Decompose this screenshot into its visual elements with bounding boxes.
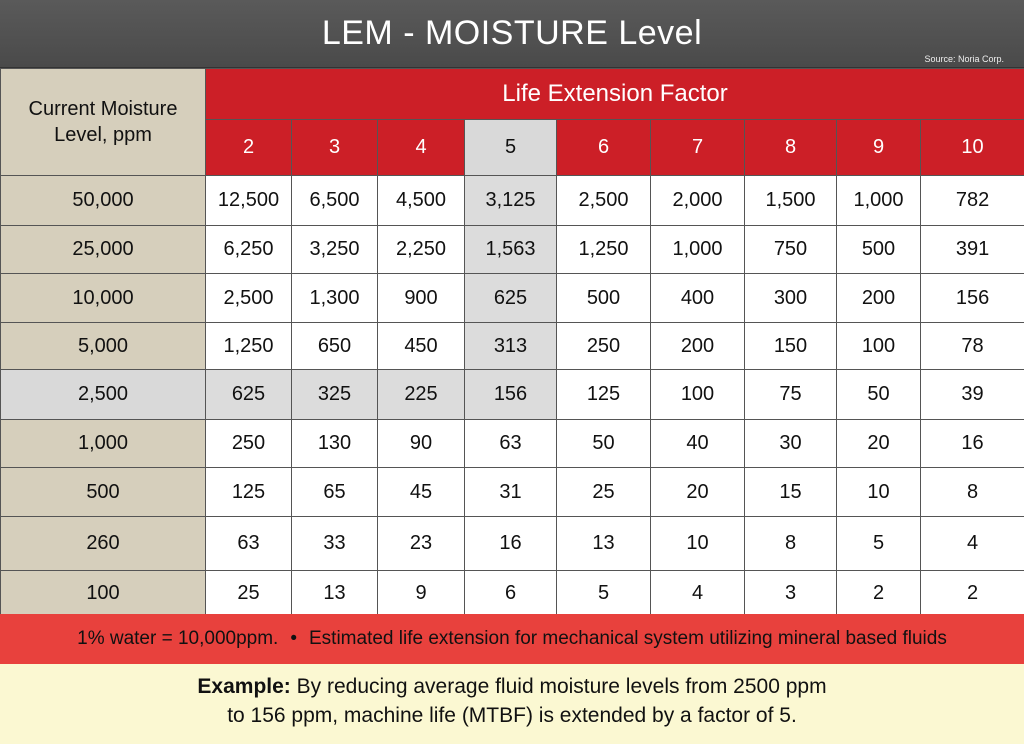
table-cell: 200: [837, 274, 921, 323]
table-cell: 250: [557, 323, 651, 370]
footnote-left: 1% water = 10,000ppm.: [77, 628, 279, 649]
table-cell: 200: [651, 323, 745, 370]
source-credit: Source: Noria Corp.: [924, 54, 1004, 64]
factor-header-cell: 7: [651, 120, 745, 176]
table-cell: 33: [292, 517, 378, 571]
moisture-level-cell: 260: [1, 517, 206, 571]
moisture-level-cell: 10,000: [1, 274, 206, 323]
table-cell: 20: [651, 468, 745, 517]
factor-header-cell: 6: [557, 120, 651, 176]
table-cell: 15: [745, 468, 837, 517]
moisture-level-cell: 100: [1, 571, 206, 616]
table-cell: 3: [745, 571, 837, 616]
table-cell: 150: [745, 323, 837, 370]
table-cell: 63: [465, 420, 557, 468]
factor-header-cell: 4: [378, 120, 465, 176]
corner-label: [1, 69, 206, 176]
table-cell: 13: [292, 571, 378, 616]
table-cell: 900: [378, 274, 465, 323]
lem-moisture-table: [0, 68, 1024, 616]
footnote-bullet: •: [290, 628, 297, 649]
table-cell: 40: [651, 420, 745, 468]
table-cell: 65: [292, 468, 378, 517]
table-cell: 125: [206, 468, 292, 517]
example-line1: [0, 672, 1024, 701]
table-cell: 325: [292, 370, 378, 420]
table-cell: 8: [745, 517, 837, 571]
table-cell: 1,563: [465, 226, 557, 274]
table-cell: 5: [557, 571, 651, 616]
table-cell: 2,000: [651, 176, 745, 226]
table-cell: 130: [292, 420, 378, 468]
table-cell: 23: [378, 517, 465, 571]
table-cell: 12,500: [206, 176, 292, 226]
table-row: [1, 323, 1024, 370]
table-cell: 250: [206, 420, 292, 468]
table-cell: 25: [206, 571, 292, 616]
moisture-level-cell: 50,000: [1, 176, 206, 226]
factor-header-cell: 5: [465, 120, 557, 176]
table-cell: 4,500: [378, 176, 465, 226]
table-body: [1, 176, 1024, 616]
page-title: LEM - MOISTURE Level: [321, 14, 703, 52]
table-cell: 75: [745, 370, 837, 420]
table-cell: 25: [557, 468, 651, 517]
table-cell: 391: [921, 226, 1024, 274]
table-cell: 5: [837, 517, 921, 571]
table-cell: 2,250: [378, 226, 465, 274]
table-cell: 1,000: [651, 226, 745, 274]
table-cell: 2: [837, 571, 921, 616]
factor-header-cell: 10: [921, 120, 1024, 176]
table-row: [1, 176, 1024, 226]
table-cell: 50: [557, 420, 651, 468]
table-cell: 10: [837, 468, 921, 517]
example-box: [0, 664, 1024, 744]
table-cell: 1,000: [837, 176, 921, 226]
table-cell: 16: [921, 420, 1024, 468]
table-cell: 1,250: [206, 323, 292, 370]
table-row: [1, 571, 1024, 616]
table-cell: 3,250: [292, 226, 378, 274]
table-cell: 63: [206, 517, 292, 571]
table-cell: 9: [378, 571, 465, 616]
moisture-level-cell: 500: [1, 468, 206, 517]
table-cell: 100: [837, 323, 921, 370]
table-row: [1, 370, 1024, 420]
table-cell: 4: [651, 571, 745, 616]
table-cell: 8: [921, 468, 1024, 517]
table-cell: 16: [465, 517, 557, 571]
table-cell: 30: [745, 420, 837, 468]
table-row: [1, 274, 1024, 323]
footnote-right: Estimated life extension for mechanical system utilizing mineral based fluids: [309, 628, 947, 649]
table-cell: 6,500: [292, 176, 378, 226]
factor-header-cell: 8: [745, 120, 837, 176]
table-cell: 13: [557, 517, 651, 571]
table-cell: 782: [921, 176, 1024, 226]
table-cell: 3,125: [465, 176, 557, 226]
corner-label-line1: Current Moisture: [28, 98, 178, 120]
table-row: [1, 468, 1024, 517]
table-cell: 90: [378, 420, 465, 468]
corner-label-line2: Level, ppm: [54, 124, 152, 146]
table-cell: 1,500: [745, 176, 837, 226]
table-cell: 1,250: [557, 226, 651, 274]
table-cell: 2,500: [206, 274, 292, 323]
header-row-top: [1, 69, 1024, 120]
table-cell: 156: [465, 370, 557, 420]
factor-header-cell: 3: [292, 120, 378, 176]
moisture-level-cell: 25,000: [1, 226, 206, 274]
table-cell: 650: [292, 323, 378, 370]
factor-header-cell: 2: [206, 120, 292, 176]
table-cell: 10: [651, 517, 745, 571]
table-cell: 1,300: [292, 274, 378, 323]
moisture-level-cell: 5,000: [1, 323, 206, 370]
table-cell: 6: [465, 571, 557, 616]
example-label: Example:: [197, 675, 291, 698]
moisture-level-cell: 1,000: [1, 420, 206, 468]
table-row: [1, 226, 1024, 274]
table-cell: 2,500: [557, 176, 651, 226]
table-cell: 313: [465, 323, 557, 370]
table-cell: 450: [378, 323, 465, 370]
table-cell: 39: [921, 370, 1024, 420]
table-cell: 750: [745, 226, 837, 274]
table-cell: 225: [378, 370, 465, 420]
table-cell: 156: [921, 274, 1024, 323]
table-cell: 50: [837, 370, 921, 420]
example-text-line2: to 156 ppm, machine life (MTBF) is extended by a factor of 5.: [227, 704, 797, 727]
table-cell: 625: [206, 370, 292, 420]
table-cell: 4: [921, 517, 1024, 571]
table-cell: 6,250: [206, 226, 292, 274]
footnote-bar: [0, 614, 1024, 664]
table-cell: 500: [837, 226, 921, 274]
table-cell: 100: [651, 370, 745, 420]
table-cell: 20: [837, 420, 921, 468]
life-extension-factor-header: Life Extension Factor: [206, 69, 1024, 120]
example-text-line1: By reducing average fluid moisture levels from 2500 ppm: [296, 675, 827, 698]
table-cell: 625: [465, 274, 557, 323]
title-bar: [0, 0, 1024, 68]
table-cell: 400: [651, 274, 745, 323]
table-cell: 300: [745, 274, 837, 323]
moisture-level-cell: 2,500: [1, 370, 206, 420]
table-row: [1, 517, 1024, 571]
table-row: [1, 420, 1024, 468]
table-cell: 500: [557, 274, 651, 323]
factor-header-cell: 9: [837, 120, 921, 176]
table-cell: 125: [557, 370, 651, 420]
table-cell: 45: [378, 468, 465, 517]
table-cell: 78: [921, 323, 1024, 370]
table-cell: 2: [921, 571, 1024, 616]
table-cell: 31: [465, 468, 557, 517]
